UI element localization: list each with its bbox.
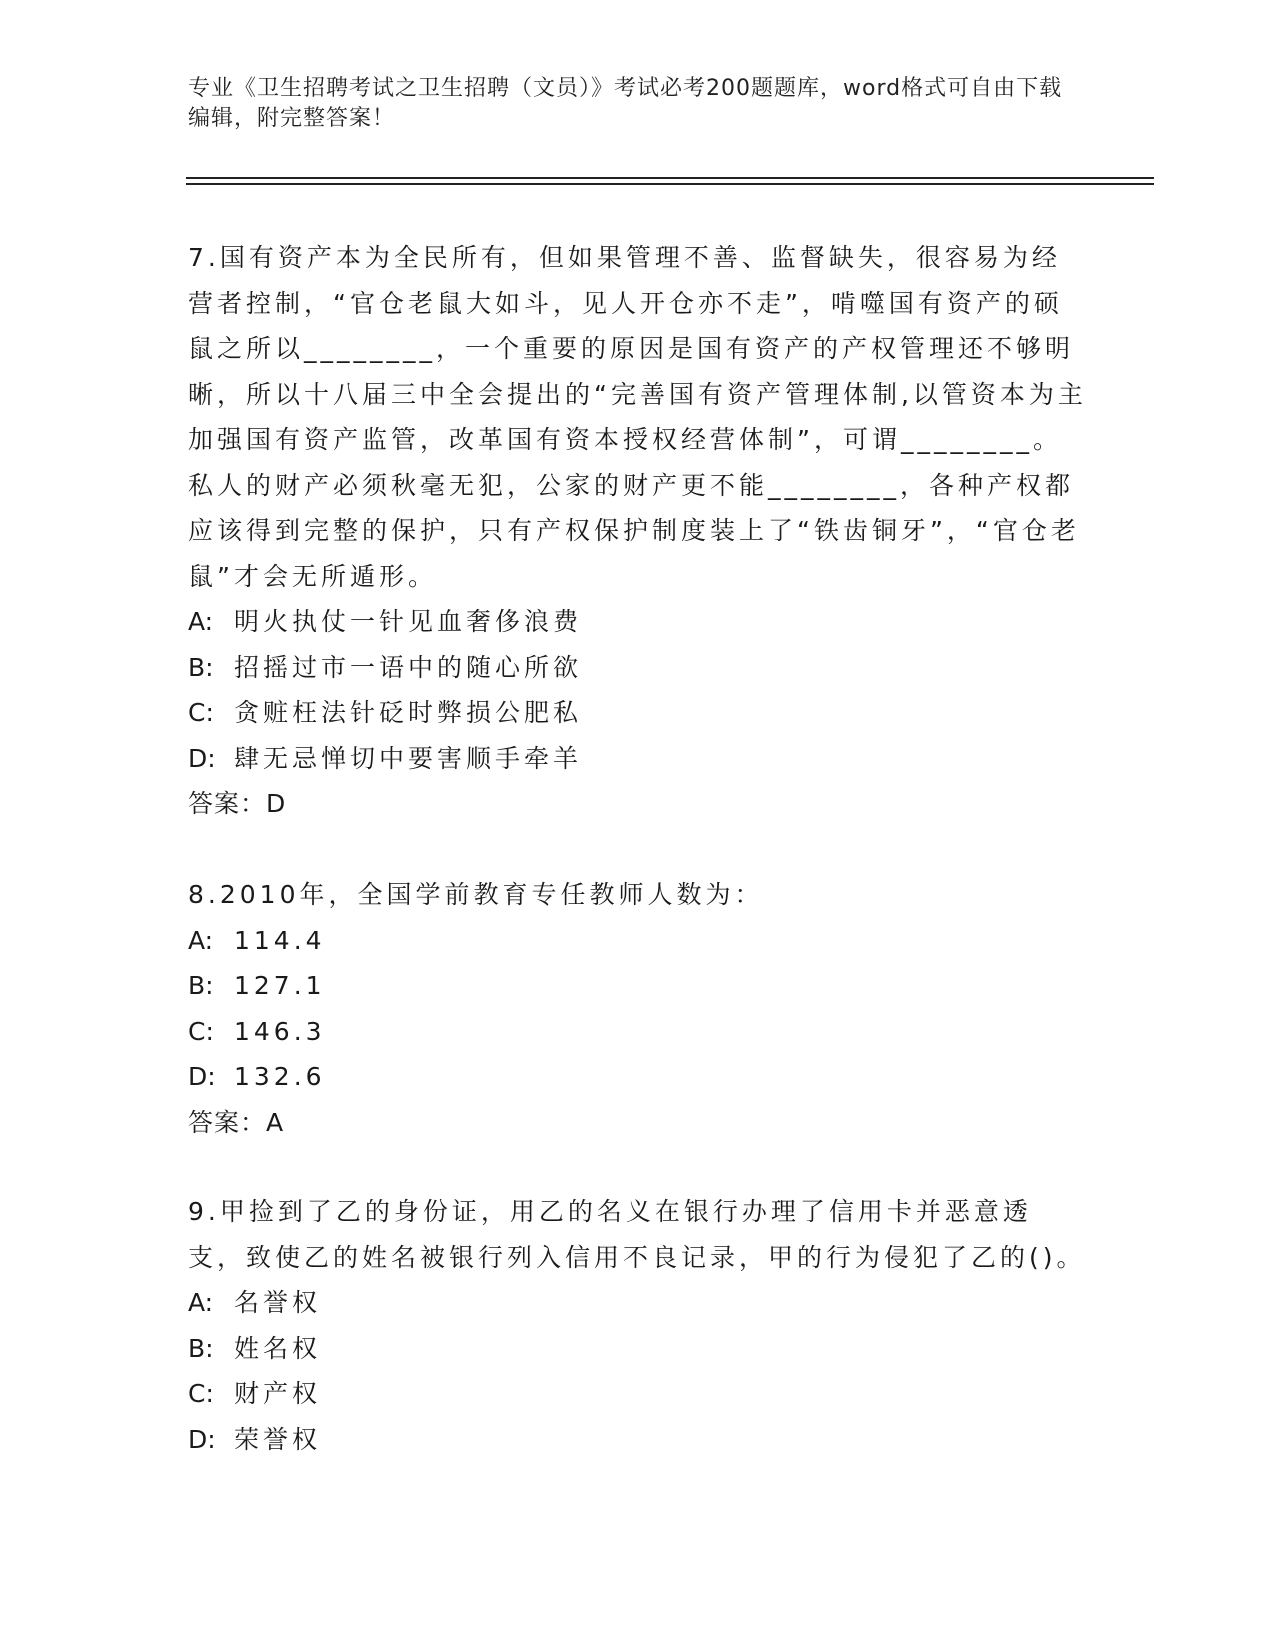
option-label: A: bbox=[188, 607, 214, 636]
option-d bbox=[188, 1417, 1088, 1463]
option-label: D: bbox=[188, 1424, 216, 1454]
option-text: 贪赃枉法针砭时弊损公肥私 bbox=[234, 698, 583, 727]
document-header: 专业《卫生招聘考试之卫生招聘（文员）》考试必考200题题库，word格式可自由下载编辑，附完整答案！ bbox=[188, 76, 1063, 131]
option-label: A: bbox=[188, 925, 214, 955]
question-9 bbox=[188, 1189, 1088, 1462]
option-text: 127.1 bbox=[234, 971, 326, 1000]
option-label: D: bbox=[188, 1062, 216, 1091]
option-d bbox=[188, 736, 1088, 782]
option-label: A: bbox=[188, 1288, 214, 1317]
option-text: 114.4 bbox=[234, 925, 326, 955]
question-stem: 7.国有资产本为全民所有，但如果管理不善、监督缺失，很容易为经营者控制，“官仓老鼠大如斗，见人开仓亦不走”，啃噬国有资产的硕鼠之所以________，一个重要的原因是国有资产的产权管理还不够明晰，所以十八届三中全会提出的“完善国有资产管理体制,以管资本为主加强国有资产监管，改革国有资本授权经营体制”，可谓________。私人的财产必须秋毫无犯，公家的财产更不能________，各种产权都应该得到完整的保护，只有产权保护制度装上了“铁齿铜牙”，“官仓老鼠”才会无所遁形。 bbox=[188, 243, 1087, 591]
option-b bbox=[188, 645, 1088, 691]
option-label: C: bbox=[188, 1016, 214, 1046]
option-text: 荣誉权 bbox=[234, 1424, 322, 1454]
question-8 bbox=[188, 872, 1088, 1145]
header-divider-top bbox=[186, 177, 1154, 179]
answer-line: 答案：A bbox=[188, 1107, 285, 1137]
option-c bbox=[188, 1009, 1088, 1055]
option-b bbox=[188, 963, 1088, 1009]
option-b bbox=[188, 1326, 1088, 1372]
option-d bbox=[188, 1054, 1088, 1100]
option-text: 姓名权 bbox=[234, 1333, 322, 1363]
option-text: 肆无忌惮切中要害顺手牵羊 bbox=[234, 743, 583, 773]
option-text: 招摇过市一语中的随心所欲 bbox=[234, 652, 583, 682]
option-text: 明火执仗一针见血奢侈浪费 bbox=[234, 607, 583, 636]
option-label: B: bbox=[188, 971, 214, 1000]
option-text: 132.6 bbox=[234, 1062, 326, 1091]
option-text: 财产权 bbox=[234, 1379, 322, 1408]
question-7 bbox=[188, 235, 1088, 826]
option-c bbox=[188, 1371, 1088, 1417]
question-stem: 9.甲捡到了乙的身份证，用乙的名义在银行办理了信用卡并恶意透支，致使乙的姓名被银行列入信用不良记录，甲的行为侵犯了乙的()。 bbox=[188, 1197, 1086, 1272]
question-stem: 8.2010年，全国学前教育专任教师人数为： bbox=[188, 880, 764, 909]
option-label: B: bbox=[188, 1333, 214, 1363]
option-a bbox=[188, 1280, 1088, 1326]
answer-line: 答案：D bbox=[188, 789, 287, 818]
option-text: 名誉权 bbox=[234, 1288, 322, 1317]
option-label: D: bbox=[188, 743, 216, 773]
option-a bbox=[188, 599, 1088, 645]
option-label: C: bbox=[188, 698, 214, 727]
option-a bbox=[188, 918, 1088, 964]
option-label: B: bbox=[188, 652, 214, 682]
header-divider-bottom bbox=[186, 183, 1154, 185]
option-text: 146.3 bbox=[234, 1016, 326, 1046]
option-c bbox=[188, 690, 1088, 736]
option-label: C: bbox=[188, 1379, 214, 1408]
